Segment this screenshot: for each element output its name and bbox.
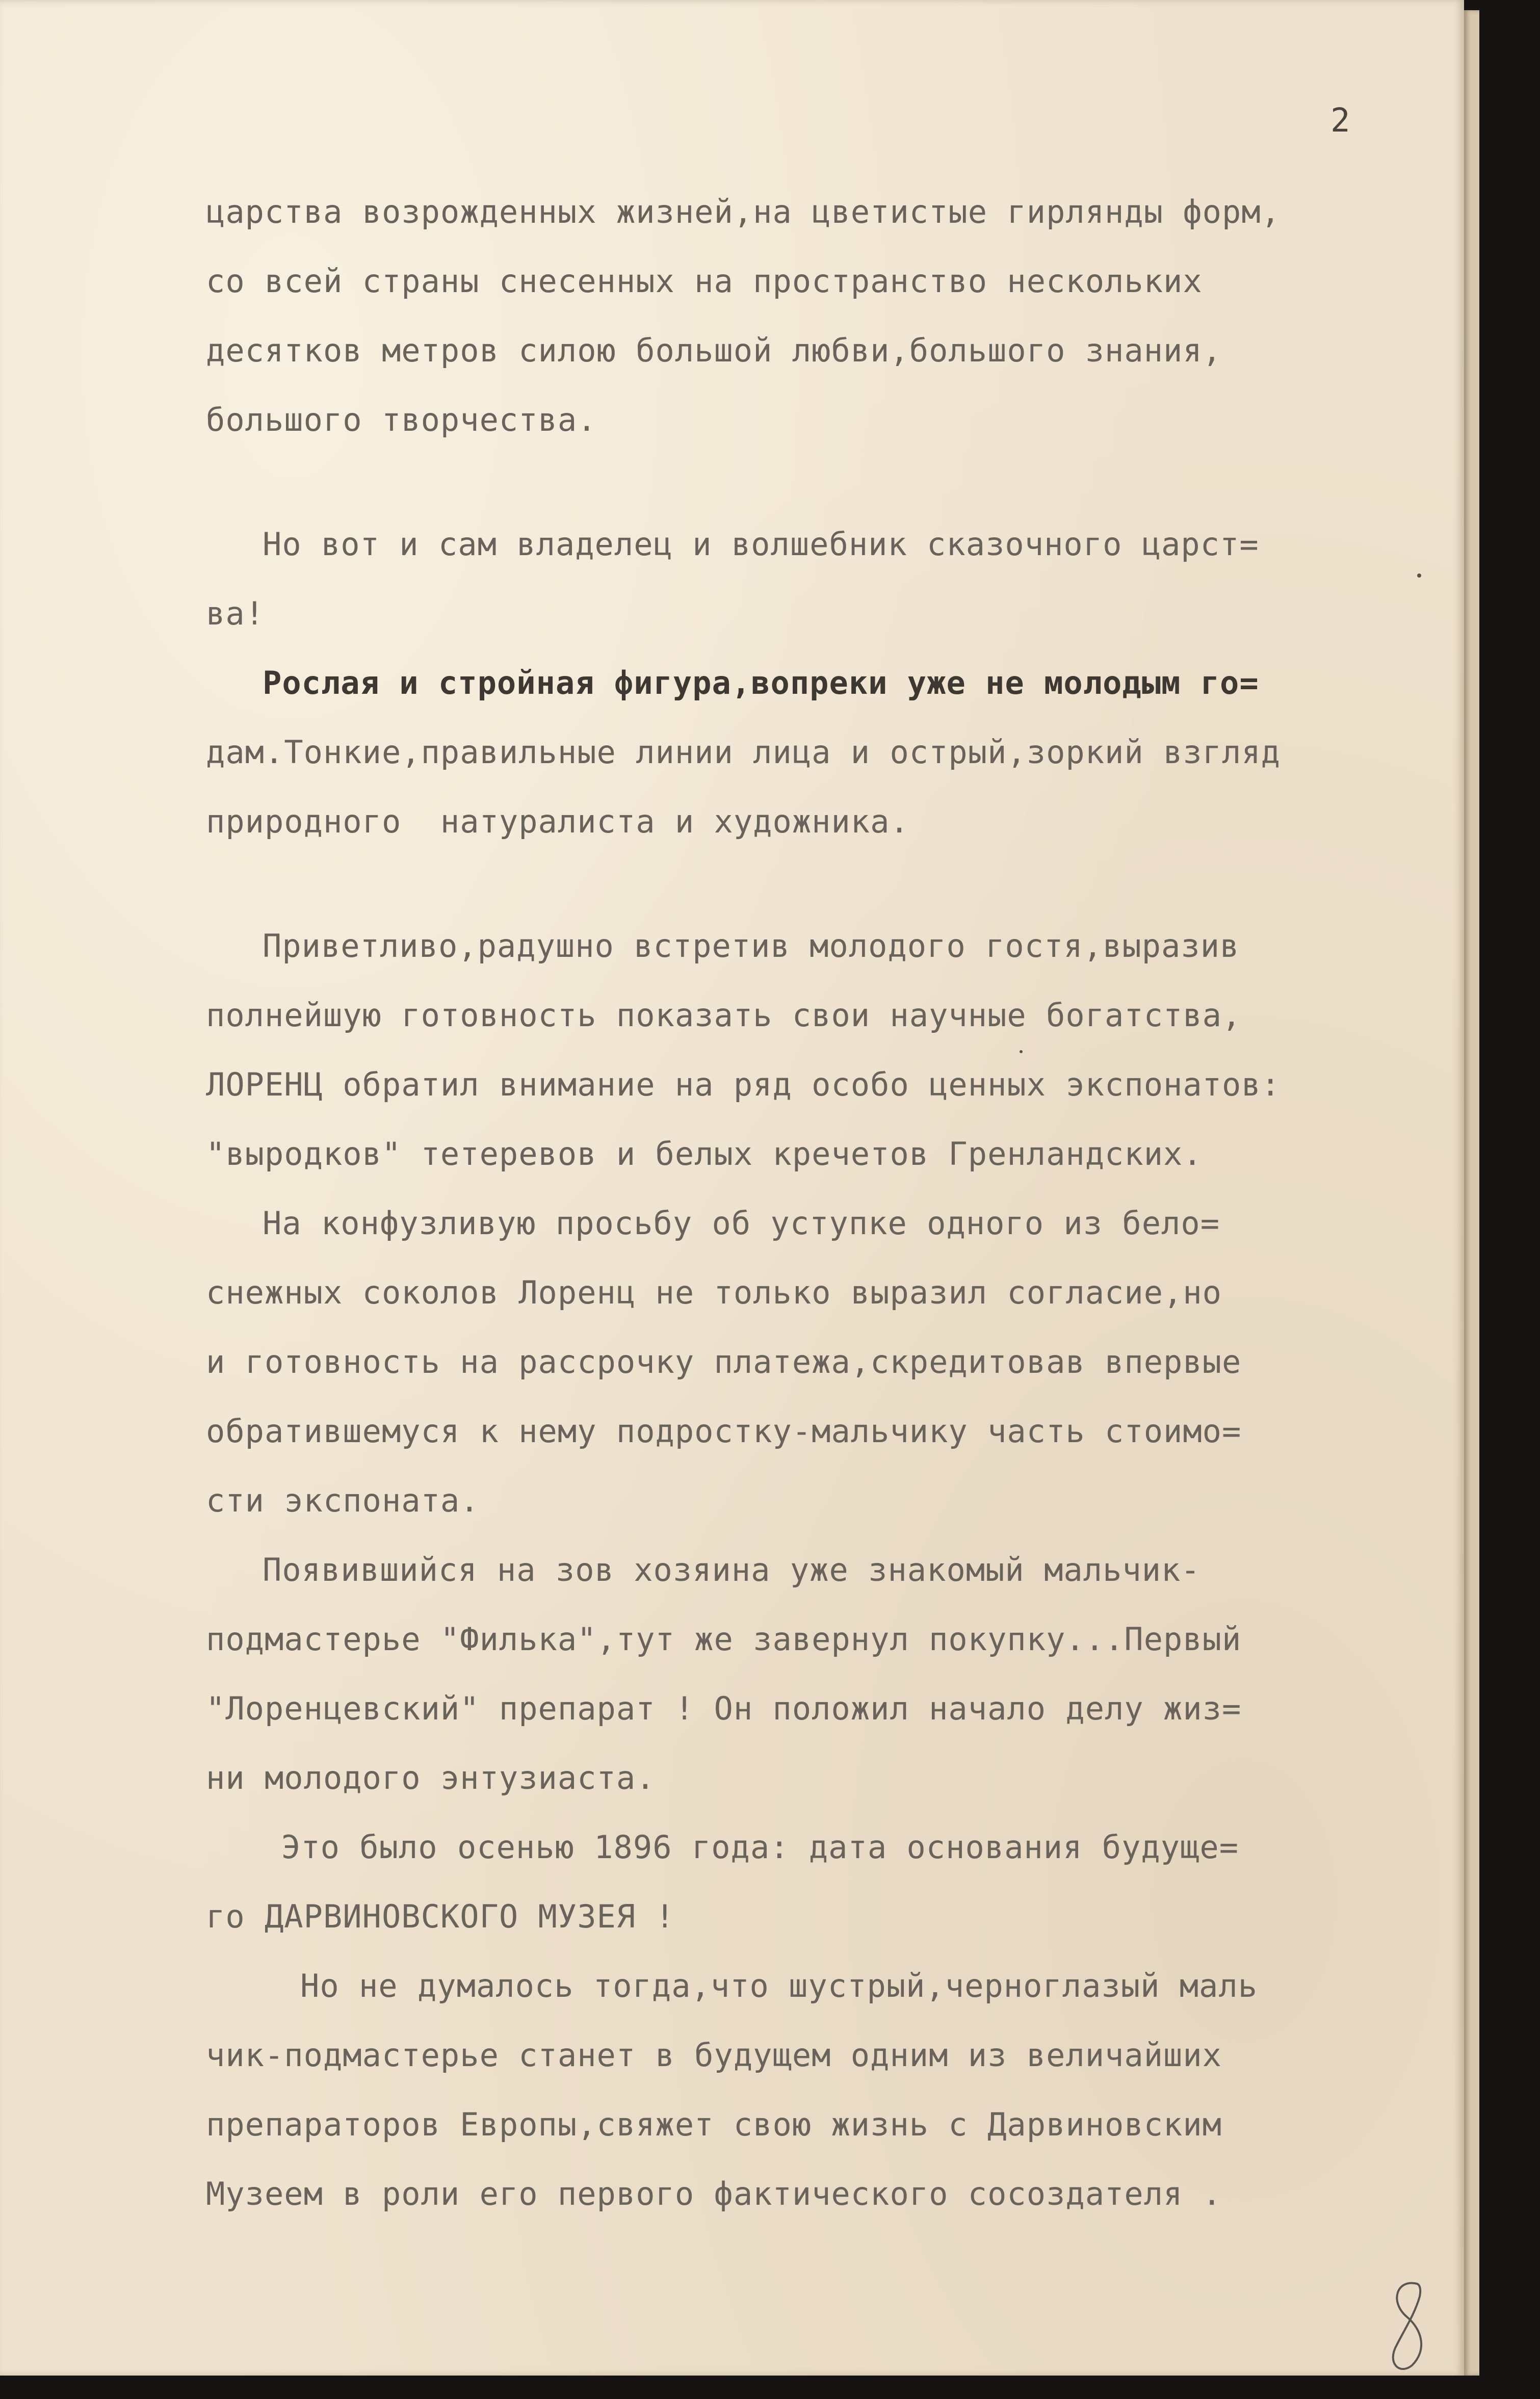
text-line: царства возрожденных жизней,на цветистые гирлянды форм, <box>206 193 1281 230</box>
text-line: подмастерье "Филька",тут же завернул покупку...Первый <box>206 1621 1242 1658</box>
text-line: большого творчества. <box>206 401 597 438</box>
text-line: "выродков" тетеревов и белых кречетов Гренландских. <box>206 1135 1203 1172</box>
text-line: обратившемуся к нему подростку-мальчику часть стоимо= <box>206 1413 1242 1450</box>
text-line: Но не думалось тогда,что шустрый,черноглазый маль <box>300 1967 1258 2004</box>
text-line: снежных соколов Лоренц не только выразил согласие,но <box>206 1274 1222 1311</box>
text-line: дам.Тонкие,правильные линии лица и острый,зоркий взгляд <box>206 734 1281 771</box>
text-line: природного натуралиста и художника. <box>206 803 909 840</box>
text-line: и готовность на рассрочку платежа,скредитовав впервые <box>206 1343 1242 1380</box>
text-line: полнейшую готовность показать свои научные богатства, <box>206 997 1242 1034</box>
page-number: 2 <box>1330 102 1350 140</box>
typed-text-body <box>206 177 1470 2229</box>
text-line: ни молодого энтузиаста. <box>206 1759 656 1796</box>
text-line: Приветливо,радушно встретив молодого гостя,выразив <box>263 927 1240 964</box>
paragraph-gap <box>206 455 1470 510</box>
text-line: ва! <box>206 595 265 632</box>
text-line: со всей страны снесенных на пространство нескольких <box>206 263 1203 300</box>
text-line: препараторов Европы,свяжет свою жизнь с Дарвиновским <box>206 2106 1222 2143</box>
text-line: сти экспоната. <box>206 1482 480 1519</box>
text-line: ЛОРЕНЦ обратил внимание на ряд особо ценных экспонатов: <box>206 1066 1281 1103</box>
handwritten-folio-mark <box>1361 2274 1443 2376</box>
text-line: Музеем в роли его первого фактического сосоздателя . <box>206 2175 1222 2212</box>
text-line: Рослая и стройная фигура,вопреки уже не молодым го= <box>263 664 1259 701</box>
text-line: чик-подмастерье станет в будущем одним из величайших <box>206 2037 1222 2074</box>
text-line: го ДАРВИНОВСКОГО МУЗЕЯ ! <box>206 1898 675 1935</box>
ink-speck <box>1417 573 1421 578</box>
text-line: Появившийся на зов хозяина уже знакомый мальчик- <box>263 1551 1200 1588</box>
text-line: Но вот и сам владелец и волшебник сказочного царст= <box>263 526 1259 563</box>
ink-speck <box>1020 1050 1023 1053</box>
text-line: Это было осенью 1896 года: дата основания будуще= <box>281 1829 1239 1866</box>
page-edge <box>1464 10 1479 2376</box>
paragraph-gap <box>206 856 1470 911</box>
text-line: На конфузливую просьбу об уступке одного из бело= <box>263 1205 1220 1242</box>
text-line: десятков метров силою большой любви,большого знания, <box>206 332 1222 369</box>
text-line: "Лоренцевский" препарат ! Он положил начало делу жиз= <box>206 1690 1242 1727</box>
